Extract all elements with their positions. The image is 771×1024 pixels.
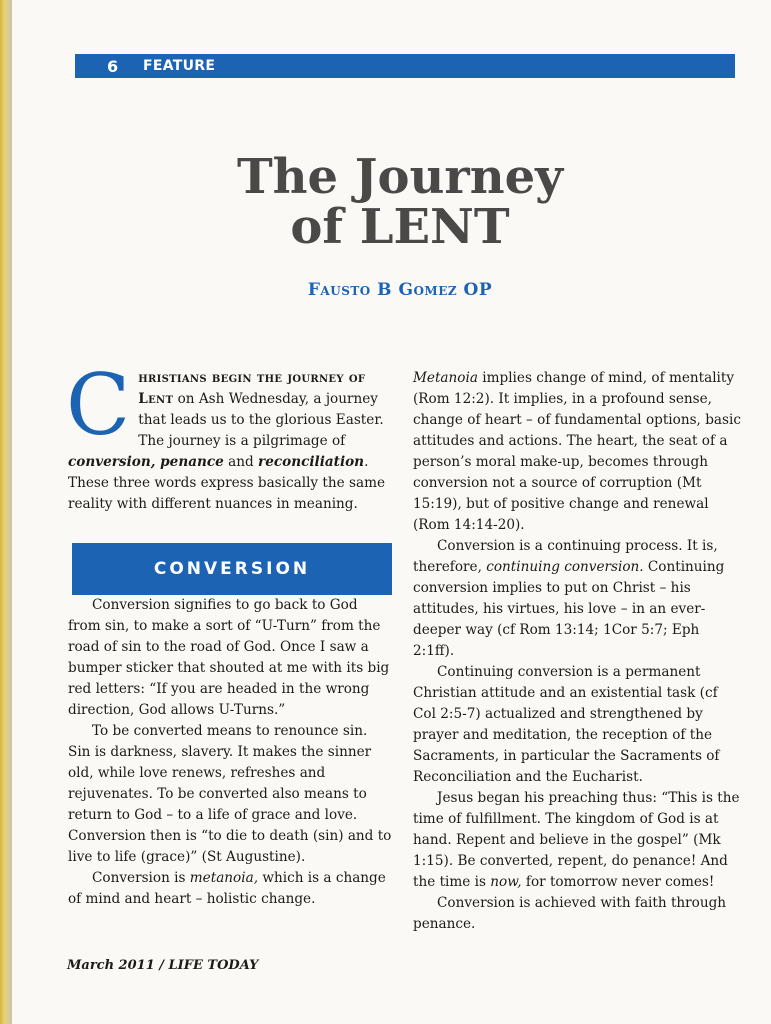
right-paragraph-2 — [413, 536, 741, 662]
right-paragraph-4 — [413, 788, 741, 893]
right-p4-end: for tomorrow never comes! — [521, 874, 715, 890]
body-paragraph-1: Conversion signifies to go back to God from sin, to make a sort of “U-Turn” from the road of sin to the road of God. Once I saw a bumper sticker that shouted at me with its big red letters: “If you are headed in the wrong direction, God allows U-Turns.” — [68, 597, 390, 718]
author-byline — [200, 280, 600, 300]
p3-end: which is a change of mind and heart – holistic change. — [68, 870, 386, 907]
section-header-bar — [75, 54, 735, 78]
intro-emphasis: conversion, penance — [68, 454, 224, 470]
article-title — [140, 149, 660, 255]
right-paragraph-3: Continuing conversion is a permanent Christian attitude and an existential task (cf Col 2:5-7) actualized and strengthened by prayer and meditation, the reception of the Sacraments, in particular the Sacraments of Reconciliation and the Eucharist. — [413, 664, 720, 785]
right-p2-emphasis: continuing conversion. — [486, 559, 644, 575]
byline-text: Fausto B Gomez OP — [307, 280, 493, 300]
intro-text: on Ash Wednesday, a journey that leads us to the glorious Easter. The journey is a pilgrimage of — [138, 391, 384, 449]
drop-cap: C — [66, 356, 131, 454]
section-label: FEATURE — [143, 58, 216, 74]
title-line-2: of LENT — [290, 199, 510, 255]
right-paragraph-5: Conversion is achieved with faith through penance. — [413, 895, 727, 932]
section-heading-conversion: CONVERSION — [72, 543, 392, 595]
right-column — [413, 368, 741, 935]
p3-emphasis: metanoia, — [189, 870, 259, 886]
intro-end: . These three words express basically the same reality with different nuances in meaning. — [68, 454, 386, 512]
intro-paragraph — [66, 356, 394, 515]
intro-emphasis-2: reconciliation — [258, 454, 365, 470]
title-line-1: The Journey — [236, 149, 564, 205]
right-p1-text: implies change of mind, of mentality (Rom 12:2). It implies, in a profound sense, change of heart – of fundamental options, basic attitudes and actions. The heart, the seat of a person’s moral make-up, becomes through conversion not a source of corruption (Mt 15:19), but of positive change and renewal (Rom 14:14-20). — [413, 370, 741, 533]
lead-in-caps: hristians begin the journey of Lent — [138, 370, 366, 407]
right-p4-start: Jesus began his preaching thus: “This is the time of fulfillment. The kingdom of God is at hand. Repent and believe in the gospel” (Mk 1:15). Be converted, repent, do penance! And the time is — [413, 790, 740, 890]
body-paragraph-2: To be converted means to renounce sin. Sin is darkness, slavery. It makes the sinner old, while love renews, refreshes and rejuvenates. To be converted also means to return to God – to a life of grace and love. Conversion then is “to die to death (sin) and to live to life (grace)” (St Augustine). — [68, 723, 392, 865]
magazine-spine — [0, 0, 12, 1024]
right-paragraph-1 — [413, 368, 741, 536]
p3-start: Conversion is — [92, 870, 190, 886]
right-p2-end: Continuing conversion implies to put on Christ – his attitudes, his virtues, his love – in an ever-deeper way (cf Rom 13:14; 1Cor 5:7; Eph 2:1ff). — [413, 559, 725, 659]
right-p4-emphasis: now, — [490, 874, 522, 890]
left-column — [66, 356, 394, 910]
metanoia-emphasis: Metanoia — [413, 370, 478, 386]
right-p2-start: Conversion is a continuing process. It is, therefore, — [413, 538, 718, 575]
body-paragraph-3 — [68, 868, 394, 910]
intro-and: and — [223, 454, 259, 470]
page-number: 6 — [107, 56, 119, 76]
page-footer: March 2011 / LIFE TODAY — [67, 958, 259, 973]
